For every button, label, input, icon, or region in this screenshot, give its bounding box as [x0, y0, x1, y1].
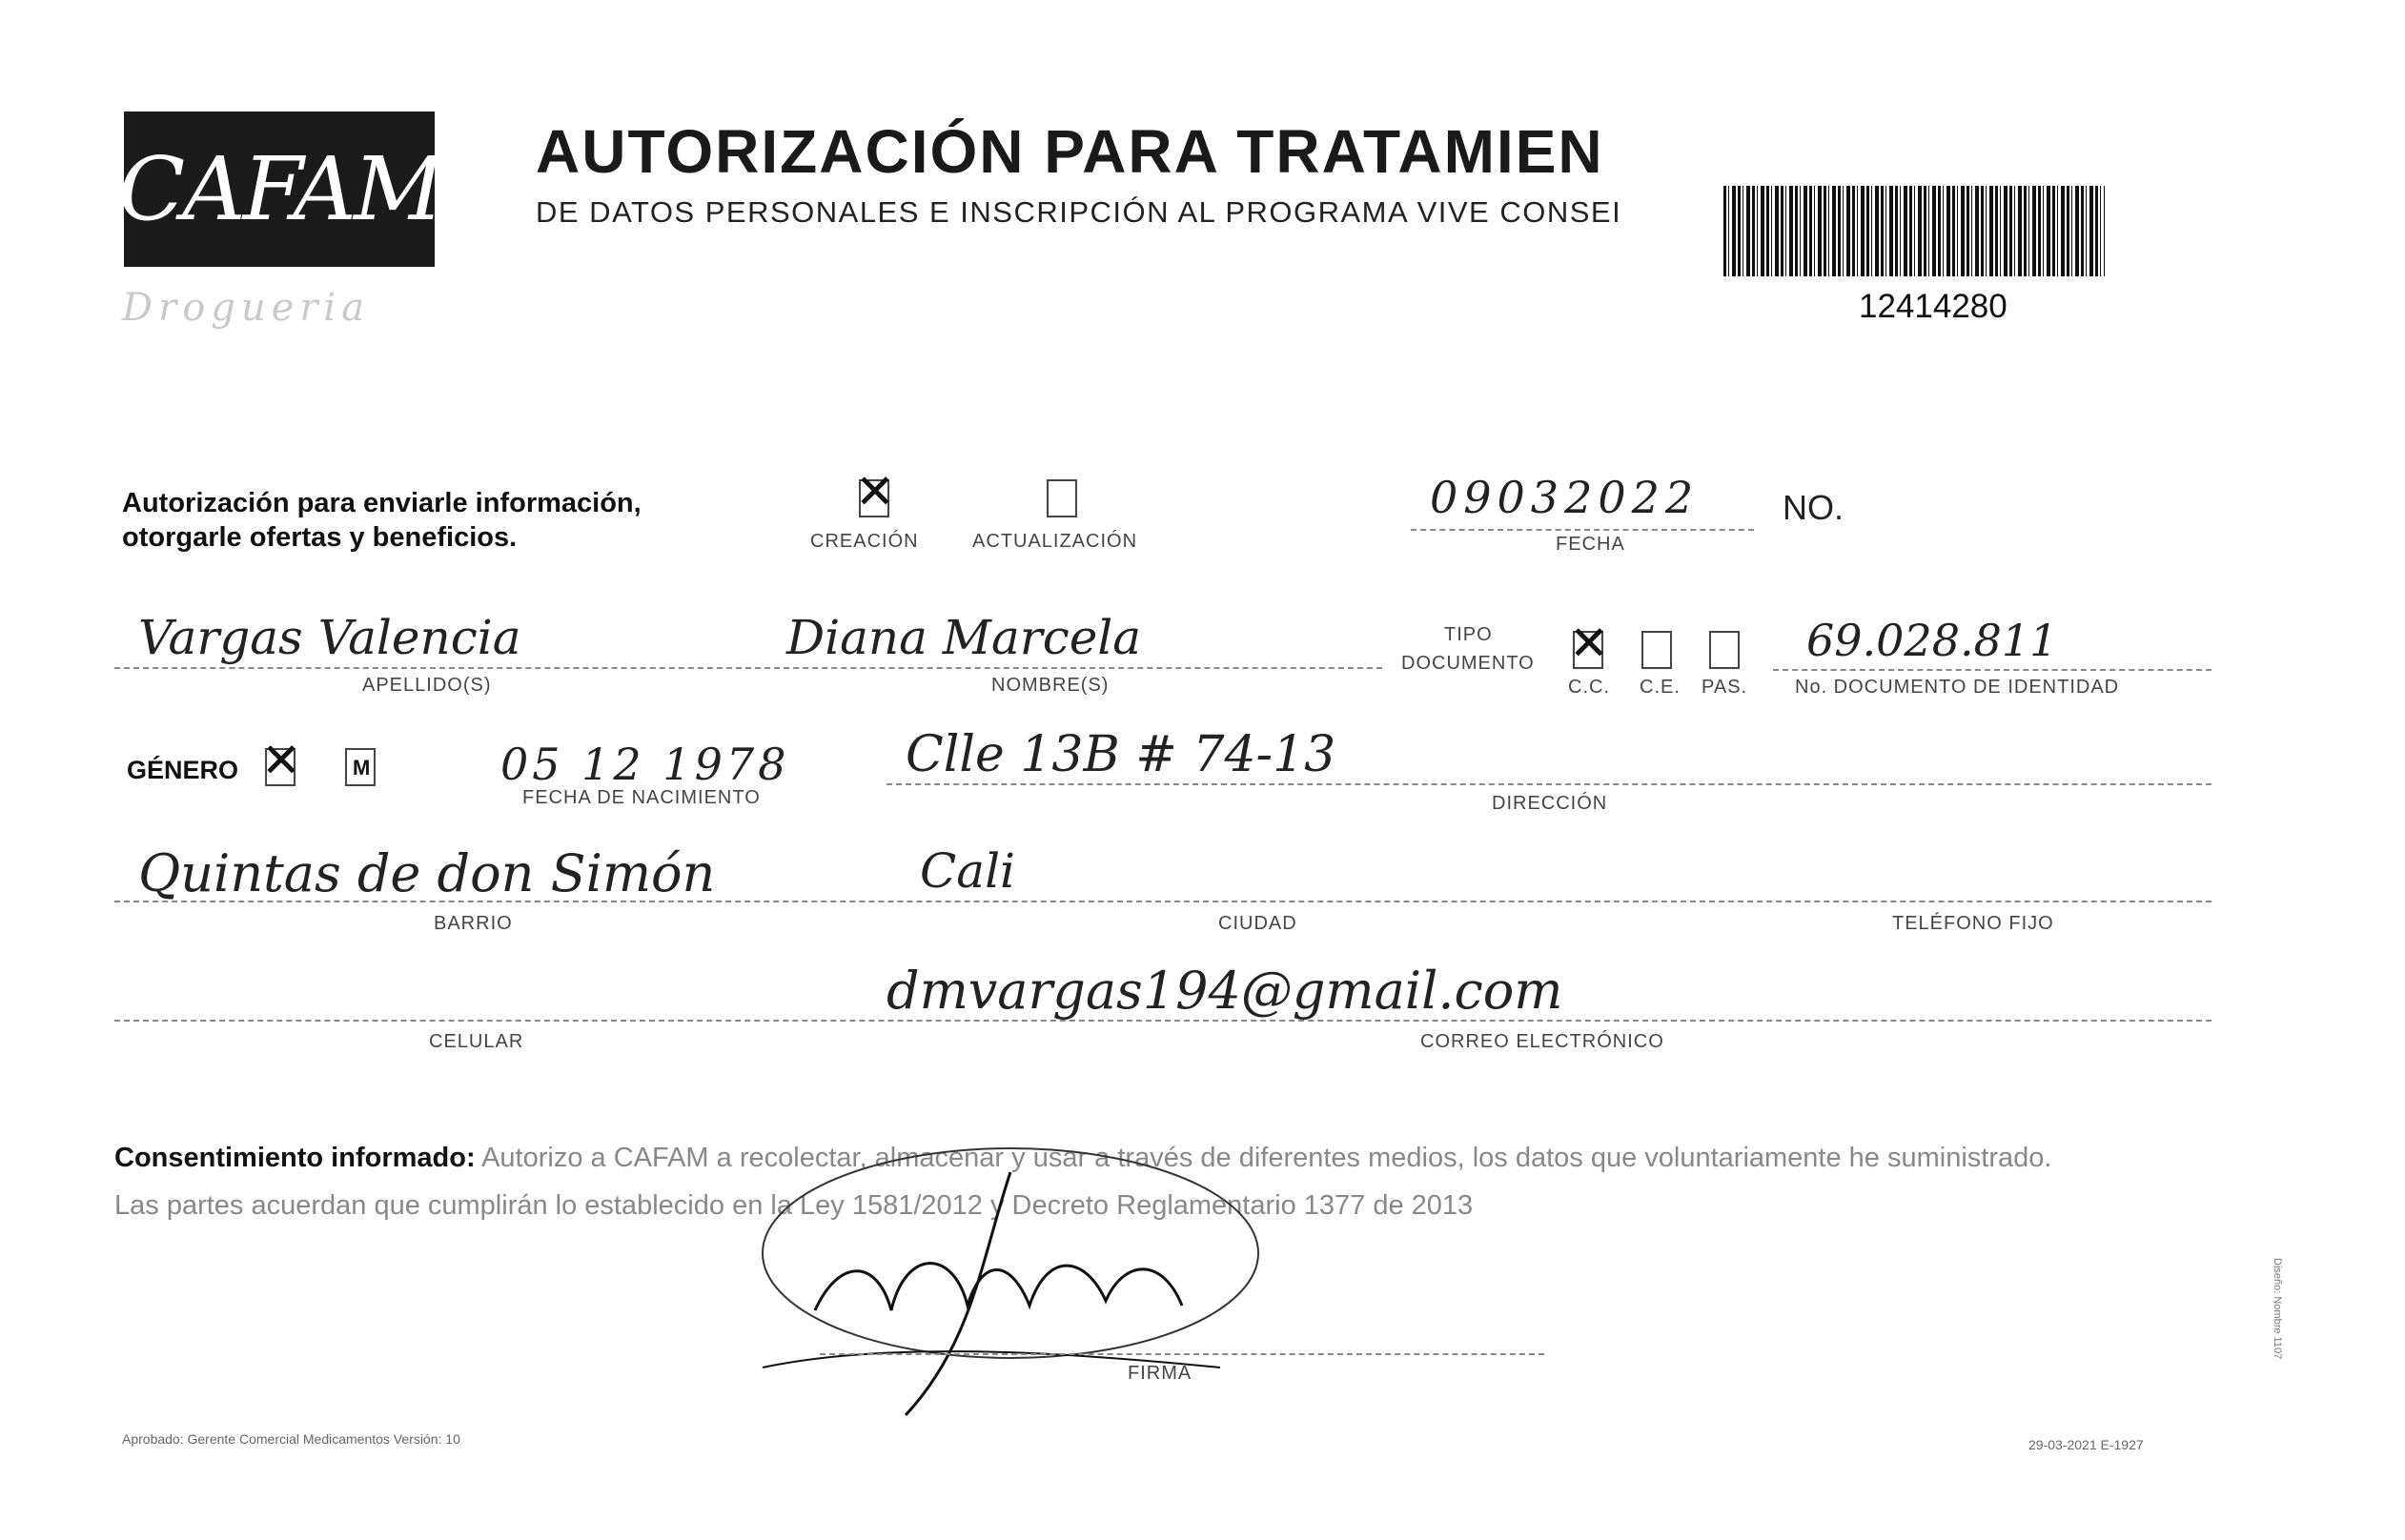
documento-label: No. DOCUMENTO DE IDENTIDAD: [1795, 677, 2120, 698]
consent-line1: Autorizo a CAFAM a recolectar, almacenar y usar a través de diferentes medios, los datos que voluntariamente he suministrado.: [475, 1143, 2052, 1173]
signature-label: FIRMA: [1128, 1363, 1192, 1384]
tipo-label-1: TIPO: [1444, 624, 1493, 645]
genero-f-checkbox[interactable]: [265, 748, 296, 786]
apellidos-value: Vargas Valencia: [138, 610, 521, 665]
correo-label: CORREO ELECTRÓNICO: [1420, 1031, 1664, 1052]
nacimiento-label: FECHA DE NACIMIENTO: [522, 787, 761, 808]
signature-line: [820, 1353, 1544, 1355]
actualizacion-checkbox[interactable]: [1047, 479, 1077, 517]
location-line: [114, 901, 2211, 902]
fecha-line: [1411, 529, 1754, 531]
barrio-value: Quintas de don Simón: [138, 843, 716, 903]
telefono-label: TELÉFONO FIJO: [1892, 913, 2054, 934]
no-label: NO.: [1783, 488, 1845, 527]
apellidos-label: APELLIDO(S): [362, 675, 492, 696]
cc-label: C.C.: [1568, 677, 1610, 698]
footer-code: 29-03-2021 E-1927: [2028, 1437, 2144, 1452]
logo-text: CAFAM: [117, 138, 441, 240]
authorization-heading-line1: Autorización para enviarle información,: [122, 488, 642, 518]
ciudad-label: CIUDAD: [1218, 913, 1297, 934]
actualizacion-label: ACTUALIZACIÓN: [972, 531, 1138, 552]
documento-value: 69.028.811: [1806, 615, 2058, 666]
barcode-number: 12414280: [1859, 288, 2008, 325]
footer-approval: Aprobado: Gerente Comercial Medicamentos Versión: 10: [122, 1431, 460, 1447]
cafam-logo: [117, 111, 441, 267]
direccion-value: Clle 13B # 74-13: [906, 726, 1336, 783]
side-note: Diseño: Nombre 1107: [2272, 1258, 2283, 1360]
ce-label: C.E.: [1640, 677, 1681, 698]
nombres-value: Diana Marcela: [786, 610, 1142, 665]
direccion-line: [887, 783, 2211, 785]
genero-label: GÉNERO: [127, 756, 239, 784]
creacion-label: CREACIÓN: [810, 531, 919, 552]
pas-label: PAS.: [1702, 677, 1748, 698]
nombres-label: NOMBRE(S): [991, 675, 1110, 696]
logo-subtext: Drogueria: [122, 286, 371, 330]
consent-line2: Las partes acuerdan que cumplirán lo establecido en la Ley 1581/2012 y Decreto Reglamentario 1377 de 2013: [114, 1190, 1474, 1221]
genero-m-label: M: [353, 756, 371, 780]
cc-checkbox[interactable]: [1573, 631, 1603, 669]
barrio-label: BARRIO: [434, 913, 513, 934]
barcode: [1723, 186, 2105, 276]
authorization-heading-line2: otorgarle ofertas y beneficios.: [122, 522, 518, 553]
tipo-label-2: DOCUMENTO: [1401, 653, 1535, 674]
fecha-value: 09032022: [1430, 472, 1700, 523]
fecha-label: FECHA: [1556, 534, 1625, 555]
celular-label: CELULAR: [429, 1031, 524, 1052]
creacion-checkbox[interactable]: [859, 479, 889, 517]
consent-heading: Consentimiento informado:: [114, 1143, 476, 1173]
nacimiento-value: 05 12 1978: [500, 739, 790, 790]
form-subtitle: DE DATOS PERSONALES E INSCRIPCIÓN AL PROGRAMA VIVE CONSEI: [536, 195, 1622, 229]
signature-drawing: [724, 1115, 1315, 1429]
form-title: AUTORIZACIÓN PARA TRATAMIEN: [536, 117, 1604, 186]
pas-checkbox[interactable]: [1709, 631, 1740, 669]
name-line: [114, 667, 1382, 669]
direccion-label: DIRECCIÓN: [1492, 793, 1608, 814]
ce-checkbox[interactable]: [1641, 631, 1672, 669]
ciudad-value: Cali: [920, 843, 1016, 899]
correo-value: dmvargas194@gmail.com: [887, 961, 1563, 1021]
documento-line: [1773, 669, 2211, 671]
authorization-heading: [122, 486, 642, 555]
